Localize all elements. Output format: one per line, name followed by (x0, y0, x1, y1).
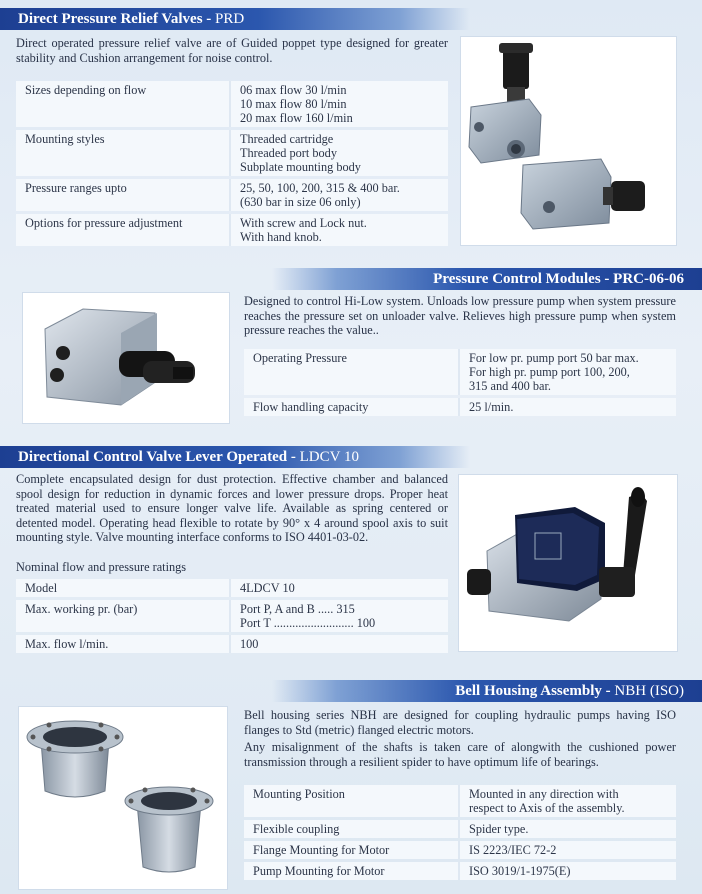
spec-value-line: 4LDCV 10 (240, 581, 295, 595)
spec-value (231, 130, 448, 176)
spec-key: Pump Mounting for Motor (244, 862, 460, 880)
section-code: PRC-06-06 (613, 271, 684, 287)
table-row (16, 214, 448, 246)
spec-key: Mounting Position (244, 785, 460, 817)
section-title: Direct Pressure Relief Valves (18, 11, 203, 27)
spec-key: Max. flow l/min. (16, 635, 231, 653)
table-row (16, 579, 448, 597)
spec-value-line: For high pr. pump port 100, 200, (469, 365, 630, 379)
section-code: LDCV 10 (299, 449, 359, 465)
spec-value (460, 349, 676, 395)
section-nbh (0, 672, 702, 894)
section-title: Directional Control Valve Lever Operated (18, 449, 288, 465)
spec-value (231, 179, 448, 211)
spec-value-line: 25, 50, 100, 200, 315 & 400 bar. (240, 181, 400, 195)
section-title-bar: Direct Pressure Relief Valves - PRD (0, 8, 470, 30)
table-row (244, 841, 676, 859)
spec-table (16, 78, 448, 249)
section-ldcv (0, 440, 702, 672)
spec-value (231, 81, 448, 127)
table-row (16, 81, 448, 127)
spec-key: Flow handling capacity (244, 398, 460, 416)
spec-value (231, 214, 448, 246)
section-title-bar: Directional Control Valve Lever Operated - LDCV 10 (0, 446, 470, 468)
table-row (244, 785, 676, 817)
ratings-subheading: Nominal flow and pressure ratings (16, 560, 187, 574)
section-intro: Designed to control Hi-Low system. Unloads low pressure pump when system pressure reaches the pressure set on unloader valve. Relieves high pressure pump when system pressure reaches the value.. (244, 294, 676, 337)
spec-value-line: With hand knob. (240, 230, 322, 244)
section-intro-2: Any misalignment of the shafts is taken care of alongwith the cushioned power transmission through a resilient spider to have optimum life of bearings. (244, 740, 676, 769)
spec-value-line: (630 bar in size 06 only) (240, 195, 361, 209)
pressure-module-image (22, 292, 230, 424)
spec-value-line: For low pr. pump port 50 bar max. (469, 351, 639, 365)
table-row (16, 179, 448, 211)
spec-value-line: Threaded cartridge (240, 132, 334, 146)
spec-key: Model (16, 579, 231, 597)
section-title: Pressure Control Modules (433, 271, 601, 287)
spec-value (460, 785, 676, 817)
spec-value-line: Threaded port body (240, 146, 337, 160)
table-row (244, 862, 676, 880)
section-title-bar: Bell Housing Assembly - NBH (ISO) (272, 680, 702, 702)
spec-value (460, 820, 676, 838)
spec-value-line: 10 max flow 80 l/min (240, 97, 347, 111)
spec-key: Flexible coupling (244, 820, 460, 838)
spec-value-line: respect to Axis of the assembly. (469, 801, 625, 815)
section-code: NBH (ISO) (614, 683, 684, 699)
spec-value-line: IS 2223/IEC 72-2 (469, 843, 557, 857)
spec-value-line: 100 (240, 637, 259, 651)
section-prd (0, 0, 702, 262)
spec-value-line: Port P, A and B ..... 315 (240, 602, 355, 616)
section-code: PRD (215, 11, 245, 27)
lever-valve-image (458, 474, 678, 652)
spec-key: Pressure ranges upto (16, 179, 231, 211)
section-intro: Complete encapsulated design for dust protection. Effective chamber and balanced spool design for reduction in dynamic forces and lower pressure drops. Proper heat treated material used to ensure longer valve life. Available as spring centered or detented model. Operating head flexible to rotate by 90° x 4 around spool axis to suit mounting style. Valve mounting interface conforms to ISO 4401-03-02. (16, 472, 448, 544)
section-title-bar: Pressure Control Modules - PRC-06-06 (272, 268, 702, 290)
spec-value-line: Port T .......................... 100 (240, 616, 376, 630)
spec-value-line: Mounted in any direction with (469, 787, 619, 801)
spec-key: Sizes depending on flow (16, 81, 231, 127)
spec-table (244, 346, 676, 419)
spec-key: Max. working pr. (bar) (16, 600, 231, 632)
spec-table (16, 576, 448, 656)
spec-key: Operating Pressure (244, 349, 460, 395)
spec-value (231, 635, 448, 653)
spec-value (460, 841, 676, 859)
relief-valve-image (460, 36, 677, 246)
spec-value-line: 20 max flow 160 l/min (240, 111, 353, 125)
section-intro: Bell housing series NBH are designed for coupling hydraulic pumps having ISO flanges to Std (metric) flanged electric motors. (244, 708, 676, 737)
table-row (244, 820, 676, 838)
spec-key: Options for pressure adjustment (16, 214, 231, 246)
table-row (244, 349, 676, 395)
bell-housing-image (18, 706, 228, 890)
spec-value-line: 06 max flow 30 l/min (240, 83, 347, 97)
section-title: Bell Housing Assembly (455, 683, 602, 699)
section-prc (0, 262, 702, 440)
spec-value (460, 398, 676, 416)
table-row (16, 600, 448, 632)
spec-value-line: With screw and Lock nut. (240, 216, 367, 230)
table-row (16, 635, 448, 653)
table-row (16, 130, 448, 176)
spec-key: Mounting styles (16, 130, 231, 176)
spec-value (231, 600, 448, 632)
spec-table (244, 782, 676, 883)
spec-value-line: 315 and 400 bar. (469, 379, 551, 393)
spec-key: Flange Mounting for Motor (244, 841, 460, 859)
spec-value-line: 25 l/min. (469, 400, 514, 414)
spec-value-line: Subplate mounting body (240, 160, 361, 174)
spec-value (460, 862, 676, 880)
spec-value-line: ISO 3019/1-1975(E) (469, 864, 571, 878)
section-intro: Direct operated pressure relief valve are of Guided poppet type designed for greater stability and Cushion arrangement for noise control. (16, 36, 448, 65)
spec-value (231, 579, 448, 597)
table-row (244, 398, 676, 416)
spec-value-line: Spider type. (469, 822, 529, 836)
